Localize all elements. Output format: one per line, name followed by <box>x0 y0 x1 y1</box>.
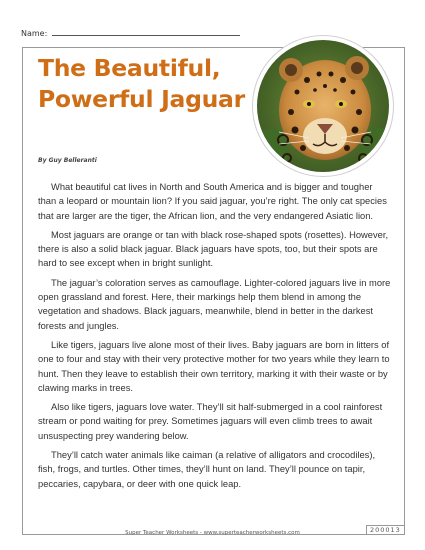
jaguar-photo <box>253 36 393 176</box>
paragraph-4: Like tigers, jaguars live alone most of their lives. Baby jaguars are born in litters of one to four and stay with their very protective mother for two years while they learn to hunt. Then they leave to establish their own territory, marking it with their waste or by clawing marks in trees. <box>38 339 390 393</box>
paragraph-3: The jaguar’s coloration serves as camouflage. Lighter-colored jaguars live in more open grassland and forest. Here, their markings help them blend in among the vegetation and shadows. Black jaguars, meanwhile, blend in better in the darkest forests and jungles. <box>38 277 391 331</box>
name-field-row <box>21 28 240 38</box>
paragraph-6: They’ll catch water animals like caiman (a relative of alligators and crocodiles), fish, frogs, and turtles. Other times, they’ll hunt on land. They’ll pounce on tapir, peccaries, capybara, or deer with one quick leap. <box>38 450 376 489</box>
article-body <box>38 180 393 496</box>
worksheet-code: 200013 <box>366 525 405 535</box>
paragraph-2: Most jaguars are orange or tan with black rose-shaped spots (rosettes). However, there is also a solid black jaguar. Black jaguars have spots, too, but their spots are hard to see except when in bright sunlight. <box>38 229 389 269</box>
name-label: Name: <box>21 29 48 38</box>
jaguar-illustration <box>257 40 389 172</box>
article-title: The Beautiful, Powerful Jaguar <box>38 54 245 113</box>
byline: By Guy Belleranti <box>38 157 97 164</box>
paragraph-1: What beautiful cat lives in North and South America and is bigger and tougher than a leopard or mountain lion? If you said jaguar, you’re right. The only cat species that are larger are the tiger, the African lion, and the very endangered Asiatic lion. <box>38 182 387 221</box>
name-input-line[interactable] <box>52 28 240 36</box>
footer-credit: Super Teacher Worksheets - www.superteacherworksheets.com <box>125 530 300 536</box>
paragraph-5: Also like tigers, jaguars love water. They’ll sit half-submerged in a cool rainforest stream or pond waiting for prey. Sometimes jaguars will even climb trees to await unsuspecting prey wandering below. <box>38 402 383 441</box>
